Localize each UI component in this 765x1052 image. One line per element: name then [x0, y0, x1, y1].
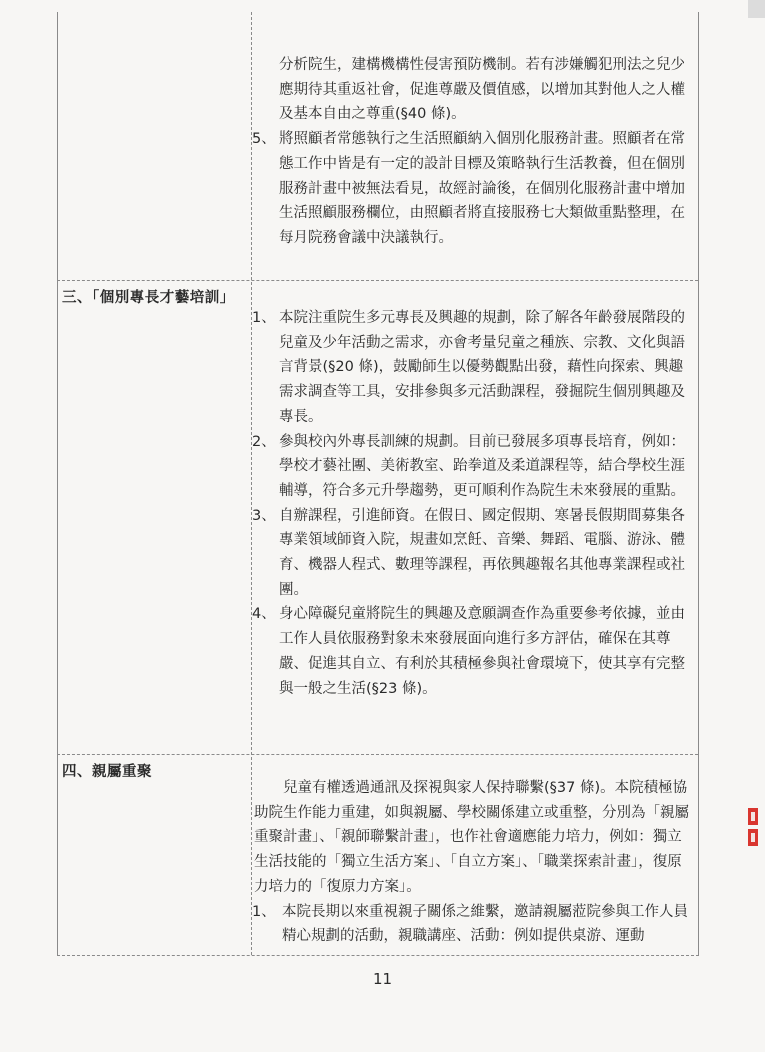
item-text: 本院長期以來重視親子關係之維繫，邀請親屬蒞院參與工作人員精心規劃的活動，親職講座、活動：例如提供桌游、運動: [282, 903, 688, 945]
section-heading-talent: 三、「個別專長才藝培訓」: [62, 290, 235, 306]
item-text: 參與校內外專長訓練的規劃。目前已發展多項專長培育，例如：學校才藝社團、美術教室、跆拳道及柔道課程等，結合學校生涯輔導，符合多元升學趨勢，更可順利作為院生未來發展的重點。: [279, 433, 685, 499]
row-1-content: [252, 53, 692, 251]
item-text: 本院注重院生多元專長及興趣的規劃，除了解各年齡發展階段的兒童及少年活動之需求，亦會考量兒童之種族、宗教、文化與語言背景(§20 條)，鼓勵師生以優勢觀點出發，藉性向探索、興趣需求調查等工具，安排參與多元活動課程，發掘院生個別興趣及專長。: [279, 310, 685, 425]
item-number: 5、: [252, 131, 276, 148]
list-item: [252, 306, 692, 430]
item-number: 2、: [252, 433, 276, 450]
item-number: 3、: [252, 507, 276, 524]
row-divider: [57, 754, 698, 755]
item-number: 1、: [252, 310, 276, 326]
list-item: [252, 430, 692, 504]
list-item: [252, 602, 692, 701]
list-item: [252, 900, 694, 949]
item-text: 身心障礙兒童將院生的興趣及意願調查作為重要參考依據，並由工作人員依服務對象未來發展面向進行多方評估，確保在其尊嚴、促進其自立、有利於其積極參與社會環境下，使其享有完整與一般之生活(§23 條)。: [279, 606, 685, 697]
red-stamp-mark: [744, 808, 760, 848]
scan-edge-shadow: [748, 0, 765, 18]
row-divider: [57, 280, 698, 281]
continued-paragraph: 分析院生，建構機構性侵害預防機制。若有涉嫌觸犯刑法之兒少應期待其重返社會，促進尊嚴及價值感，以增加其對他人之人權及基本自由之尊重(§40 條)。: [279, 57, 685, 123]
item-text: 將照顧者常態執行之生活照顧納入個別化服務計畫。照顧者在常態工作中皆是有一定的設計目標及策略執行生活教養，但在個別服務計畫中被無法看見，故經討論後，在個別化服務計畫中增加生活照顧服務欄位，由照顧者將直接服務七大類做重點整理，在每月院務會議中決議執行。: [279, 131, 685, 246]
item-number: 4、: [252, 606, 276, 623]
list-item: [252, 504, 692, 603]
page-number: 11: [372, 970, 393, 988]
row-3-content: [252, 776, 694, 949]
row-2-content: [252, 306, 692, 701]
item-number: 1、: [252, 903, 276, 920]
paragraph: 兒童有權透過通訊及探視與家人保持聯繫(§37 條)。本院積極協助院生作能力重建，如與親屬、學校關係建立或重整，分別為「親屬重聚計畫」、「親師聯繫計畫」，也作社會適應能力培力，例如：獨立生活技能的「獨立生活方案」、「自立方案」、「職業探索計畫」，復原力培力的「復原力方案」。: [254, 780, 689, 895]
section-heading-family: 四、親屬重聚: [62, 764, 152, 780]
list-item: [252, 127, 692, 251]
item-text: 自辦課程，引進師資。在假日、國定假期、寒暑長假期間募集各專業領域師資入院，規畫如烹飪、音樂、舞蹈、電腦、游泳、體育、機器人程式、數理等課程，再依興趣報名其他專業課程或社團。: [279, 507, 685, 598]
